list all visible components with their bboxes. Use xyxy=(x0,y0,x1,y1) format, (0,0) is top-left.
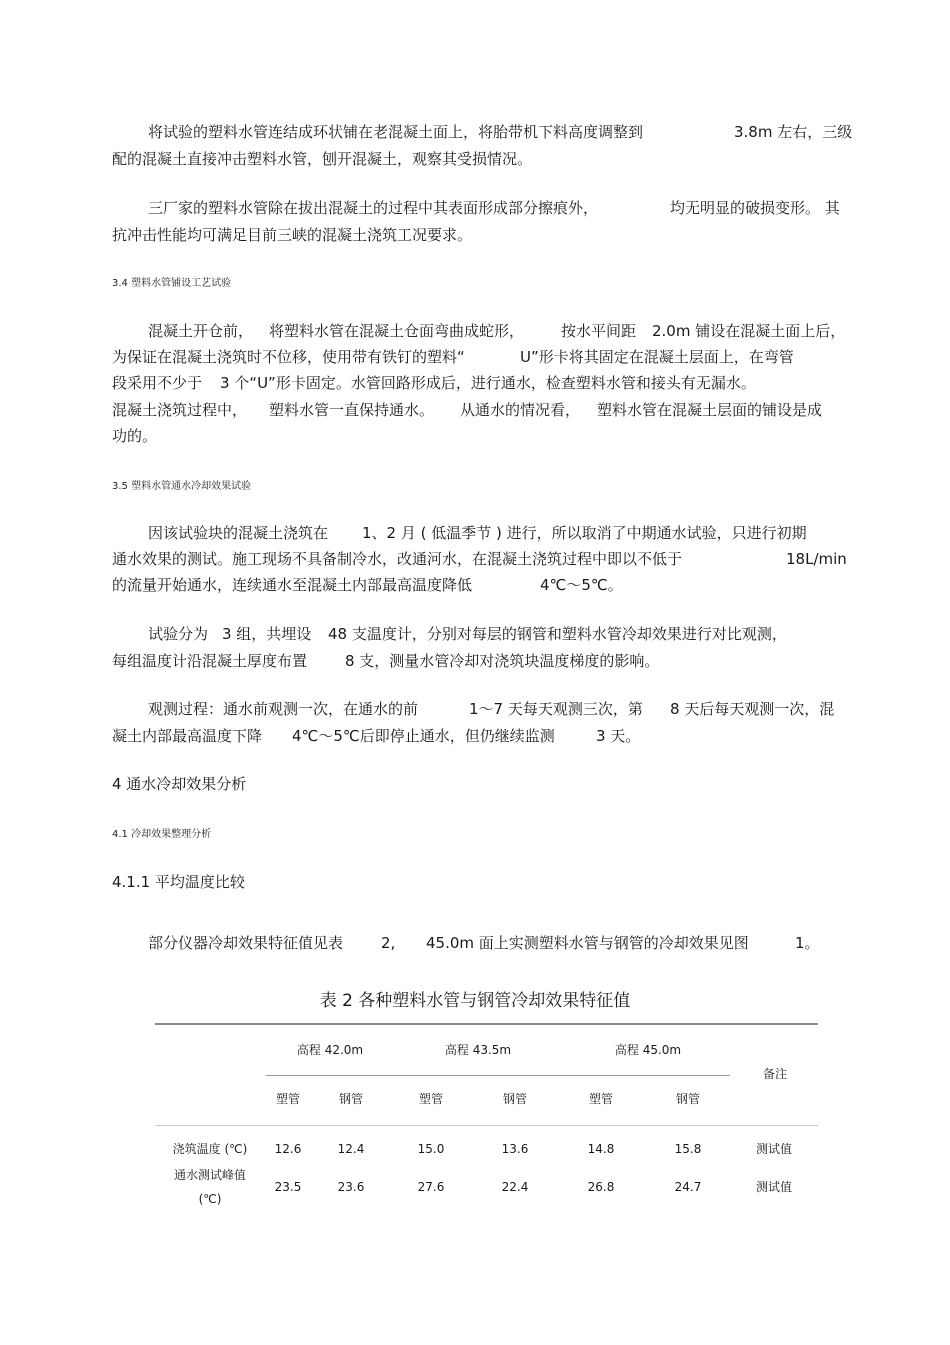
paragraph-5-line-2b: 8 支，测量水管冷却对浇筑块温度梯度的影响。 xyxy=(345,652,660,670)
paragraph-5-line-2a: 每组温度计沿混凝土厚度布置 xyxy=(112,652,308,670)
paragraph-7-c: 45.0m 面上实测塑料水管与钢管的冷却效果见图 xyxy=(426,934,749,952)
table-subheader: 塑管 xyxy=(275,1092,300,1106)
table-cell: 12.4 xyxy=(337,1142,365,1156)
paragraph-5-line-1a: 试验分为 xyxy=(148,625,209,643)
paragraph-3-line-1b: 将塑料水管在混凝土仓面弯曲成蛇形， xyxy=(269,322,525,340)
table-row-label: 浇筑温度 (℃) xyxy=(172,1142,248,1156)
paragraph-4-line-2b: 18L/min xyxy=(786,550,847,568)
paragraph-3-line-2a: 为保证在混凝土浇筑时不位移，使用带有铁钉的塑料“ xyxy=(112,348,465,366)
table-caption: 表 2 各种塑料水管与钢管冷却效果特征值 xyxy=(319,991,631,1011)
paragraph-5-line-1b: 3 组，共埋设 xyxy=(222,625,312,643)
paragraph-3-line-3b: 3 个“U”形卡固定。水管回路形成后，进行通水，检查塑料水管和接头有无漏水。 xyxy=(220,374,756,392)
paragraph-2-line-1a: 三厂家的塑料水管除在拔出混凝土的过程中其表面形成部分擦痕外， xyxy=(148,199,599,217)
paragraph-4-line-3b: 4℃～5℃。 xyxy=(540,576,623,594)
paragraph-7-a: 部分仪器冷却效果特征值见表 xyxy=(148,934,344,952)
paragraph-3-line-1a: 混凝土开仓前， xyxy=(148,322,254,340)
table-cell: 22.4 xyxy=(501,1180,529,1194)
table-cell: 23.6 xyxy=(337,1180,365,1194)
table-cell: 12.6 xyxy=(274,1142,302,1156)
table-cell-note: 测试值 xyxy=(755,1142,792,1156)
table-cell: 15.8 xyxy=(674,1142,702,1156)
table-cell: 27.6 xyxy=(417,1180,445,1194)
table-group-header-45: 高程 45.0m xyxy=(614,1043,682,1057)
paragraph-1-line-1a: 将试验的塑料水管连结成环状铺在老混凝土面上，将胎带机下料高度调整到 xyxy=(148,123,644,141)
table-subheader: 钢管 xyxy=(675,1092,700,1106)
paragraph-3-line-4d: 塑料水管在混凝土层面的铺设是成 xyxy=(597,401,823,419)
heading-4-1: 4.1 冷却效果整理分析 xyxy=(112,829,212,840)
paragraph-6-line-2a: 凝土内部最高温度下降 xyxy=(112,727,263,745)
heading-4-1-1: 4.1.1 平均温度比较 xyxy=(112,873,245,891)
table-cell: 23.5 xyxy=(274,1180,302,1194)
table-cell: 24.7 xyxy=(674,1180,702,1194)
paragraph-3-line-4a: 混凝土浇筑过程中， xyxy=(112,401,248,419)
paragraph-3-line-1d: 2.0m 铺设在混凝土面上后， xyxy=(652,322,846,340)
table-note-header: 备注 xyxy=(762,1067,787,1081)
paragraph-2-line-1b: 均无明显的破损变形。 其 xyxy=(670,199,840,217)
paragraph-3-line-4c: 从通水的情况看， xyxy=(460,401,581,419)
heading-3-4: 3.4 塑料水管铺设工艺试验 xyxy=(112,278,232,289)
table-cell: 14.8 xyxy=(587,1142,615,1156)
table-group-rule xyxy=(266,1075,730,1076)
table-group-header-43-5: 高程 43.5m xyxy=(444,1043,512,1057)
paragraph-3-line-2b: U”形卡将其固定在混凝土层面上，在弯管 xyxy=(520,348,794,366)
paragraph-4-line-1b: 1、2 月 ( 低温季节 ) 进行，所以取消了中期通水试验，只进行初期 xyxy=(362,524,807,542)
paragraph-4-line-3a: 的流量开始通水，连续通水至混凝土内部最高温度降低 xyxy=(112,576,473,594)
table-group-header-42: 高程 42.0m xyxy=(296,1043,364,1057)
heading-4: 4 通水冷却效果分析 xyxy=(112,775,247,793)
table-row-label: 通水测试峰值 xyxy=(173,1168,246,1182)
table-cell: 15.0 xyxy=(417,1142,445,1156)
paragraph-5-line-1c: 48 支温度计，分别对每层的钢管和塑料水管冷却效果进行对比观测， xyxy=(328,625,787,643)
table-cell-note: 测试值 xyxy=(755,1180,792,1194)
paragraph-1-line-1b: 3.8m 左右，三级 xyxy=(734,123,853,141)
paragraph-6-line-1c: 8 天后每天观测一次，混 xyxy=(670,700,835,718)
table-cell: 26.8 xyxy=(587,1180,615,1194)
table-subheader: 塑管 xyxy=(588,1092,613,1106)
paragraph-3-line-4b: 塑料水管一直保持通水。 xyxy=(269,401,435,419)
paragraph-2-line-2: 抗冲击性能均可满足目前三峡的混凝土浇筑工况要求。 xyxy=(112,226,473,244)
paragraph-6-line-2c: 3 天。 xyxy=(596,727,641,745)
heading-3-5: 3.5 塑料水管通水冷却效果试验 xyxy=(112,481,252,492)
paragraph-3-line-5: 功的。 xyxy=(112,427,158,445)
table-row-label-unit: (℃) xyxy=(198,1192,222,1206)
paragraph-6-line-2b: 4℃～5℃后即停止通水，但仍继续监测 xyxy=(292,727,555,745)
table-subheader: 塑管 xyxy=(418,1092,443,1106)
paragraph-4-line-1a: 因该试验块的混凝土浇筑在 xyxy=(148,524,329,542)
paragraph-7-d: 1。 xyxy=(795,934,820,952)
table-subheader: 钢管 xyxy=(338,1092,363,1106)
paragraph-6-line-1b: 1～7 天每天观测三次，第 xyxy=(469,700,643,718)
table-cell: 13.6 xyxy=(501,1142,529,1156)
paragraph-3-line-3a: 段采用不少于 xyxy=(112,374,203,392)
paragraph-3-line-1c: 按水平间距 xyxy=(561,322,637,340)
table-header-rule xyxy=(155,1125,818,1126)
paragraph-6-line-1a: 观测过程：通水前观测一次，在通水的前 xyxy=(148,700,419,718)
paragraph-7-b: 2, xyxy=(381,934,396,952)
paragraph-1-line-2: 配的混凝土直接冲击塑料水管，刨开混凝土，观察其受损情况。 xyxy=(112,150,533,168)
table-subheader: 钢管 xyxy=(502,1092,527,1106)
table-top-rule xyxy=(155,1023,818,1025)
paragraph-4-line-2a: 通水效果的测试。施工现场不具备制冷水，改通河水，在混凝土浇筑过程中即以不低于 xyxy=(112,550,683,568)
